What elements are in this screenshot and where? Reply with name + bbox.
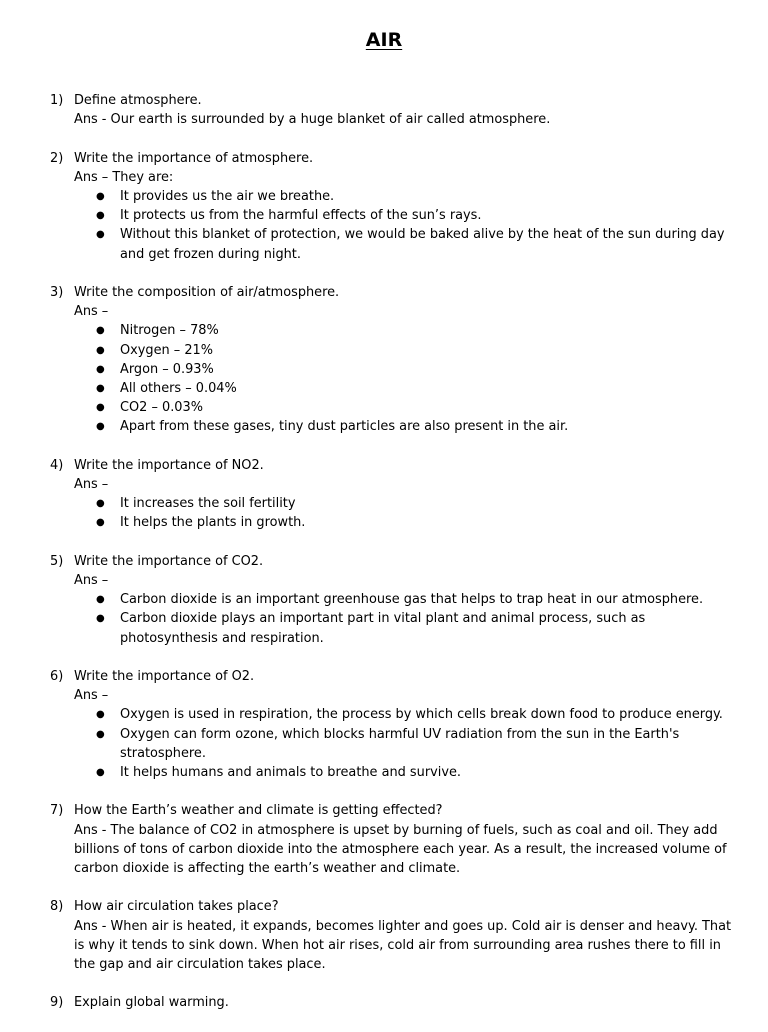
answer-bullet-list	[0, 321, 768, 436]
bullet-item	[96, 360, 740, 379]
question-item	[0, 91, 768, 129]
bullet-text: Carbon dioxide plays an important part in vital plant and animal process, such as photosynthesis and respiration.	[120, 611, 646, 646]
bullet-text: All others – 0.04%	[120, 381, 237, 397]
answer-bullet-list	[0, 590, 768, 648]
question-item	[0, 897, 768, 974]
answer-text: Ans - When air is heated, it expands, becomes lighter and goes up. Cold air is denser and heavy. That is why it tends to sink down. When hot air rises, cold air from surrounding area rushes there to fill in the gap and air circulation takes place.	[74, 918, 732, 973]
bullet-text: Oxygen is used in respiration, the process by which cells break down food to produce energy.	[120, 707, 723, 723]
bullet-icon: ●	[96, 344, 105, 356]
question-text: Define atmosphere.	[74, 93, 202, 108]
bullet-item	[96, 513, 740, 532]
question-number: 9)	[50, 995, 64, 1011]
bullet-text: It protects us from the harmful effects of the sun’s rays.	[120, 208, 482, 224]
question-item	[0, 552, 768, 648]
question-text: Explain global warming.	[74, 995, 229, 1011]
bullet-item	[96, 763, 740, 782]
bullet-icon: ●	[96, 363, 105, 375]
question-item	[0, 149, 768, 264]
question-number: 2)	[50, 150, 64, 166]
question-item	[0, 801, 768, 878]
question-text: Write the importance of CO2.	[74, 553, 264, 569]
bullet-item	[96, 225, 740, 263]
question-item	[0, 667, 768, 782]
bullet-text: It helps the plants in growth.	[120, 515, 306, 531]
bullet-text: Without this blanket of protection, we would be baked alive by the heat of the sun during day and get frozen during night.	[120, 227, 725, 262]
bullet-icon: ●	[96, 191, 105, 202]
bullet-item	[96, 341, 740, 360]
bullet-text: It increases the soil fertility	[120, 496, 296, 512]
question-number: 3)	[50, 285, 64, 300]
answer-text: Ans –	[74, 304, 109, 320]
answer-text: Ans –	[74, 688, 109, 704]
bullet-text: Oxygen – 21%	[120, 342, 213, 358]
bullet-icon: ●	[96, 402, 105, 414]
bullet-text: CO2 – 0.03%	[120, 400, 203, 416]
bullet-item	[96, 379, 740, 398]
question-number: 1)	[50, 93, 64, 108]
question-text: How the Earth’s weather and climate is getting effected?	[74, 803, 443, 819]
bullet-icon: ●	[96, 210, 105, 222]
bullet-text: Nitrogen – 78%	[120, 323, 219, 339]
question-list	[0, 91, 768, 1032]
question-number: 6)	[50, 669, 64, 685]
question-item	[0, 456, 768, 533]
bullet-icon: ●	[96, 613, 105, 625]
bullet-item	[96, 417, 740, 436]
question-number: 4)	[50, 457, 64, 473]
bullet-text: It provides us the air we breathe.	[120, 189, 335, 204]
answer-bullet-list	[0, 705, 768, 782]
bullet-text: Oxygen can form ozone, which blocks harmful UV radiation from the sun in the Earth's stratosphere.	[120, 726, 680, 761]
answer-text: Ans - The balance of CO2 in atmosphere is upset by burning of fuels, such as coal and oil. They add billions of tons of carbon dioxide into the atmosphere each year. As a result, the increased volume of carbon dioxide is affecting the earth’s weather and climate.	[74, 822, 727, 877]
page-title: AIR	[365, 29, 403, 51]
answer-text: Ans –	[74, 477, 109, 493]
bullet-item	[96, 187, 740, 206]
question-text: Write the composition of air/atmosphere.	[74, 285, 340, 300]
bullet-item	[96, 206, 740, 225]
bullet-icon: ●	[96, 709, 105, 721]
question-number: 8)	[50, 899, 64, 915]
question-text: Write the importance of NO2.	[74, 457, 264, 473]
bullet-item	[96, 725, 740, 763]
bullet-icon: ●	[96, 767, 105, 779]
question-text: Write the importance of atmosphere.	[74, 150, 314, 166]
bullet-text: Carbon dioxide is an important greenhouse gas that helps to trap heat in our atmosphere.	[120, 592, 704, 608]
bullet-item	[96, 609, 740, 647]
bullet-icon: ●	[96, 229, 105, 241]
answer-text: Ans - Our earth is surrounded by a huge blanket of air called atmosphere.	[74, 112, 551, 128]
question-number: 7)	[50, 803, 64, 819]
answer-bullet-list	[0, 494, 768, 532]
bullet-item	[96, 494, 740, 513]
bullet-item	[96, 321, 740, 340]
bullet-icon: ●	[96, 728, 105, 740]
bullet-icon: ●	[96, 517, 105, 529]
bullet-text: Apart from these gases, tiny dust particles are also present in the air.	[120, 419, 569, 435]
bullet-item	[96, 705, 740, 724]
bullet-item	[96, 590, 740, 609]
bullet-icon: ●	[96, 325, 105, 337]
question-text: How air circulation takes place?	[74, 899, 279, 915]
bullet-icon: ●	[96, 594, 105, 606]
answer-bullet-list	[0, 187, 768, 264]
answer-text: Ans –	[74, 573, 109, 589]
bullet-icon: ●	[96, 383, 105, 395]
question-number: 5)	[50, 553, 64, 569]
bullet-text: Argon – 0.93%	[120, 361, 214, 377]
question-item	[0, 283, 768, 437]
bullet-icon: ●	[96, 498, 105, 510]
bullet-text: It helps humans and animals to breathe and survive.	[120, 765, 461, 781]
bullet-icon: ●	[96, 421, 105, 433]
bullet-item	[96, 398, 740, 417]
question-text: Write the importance of O2.	[74, 669, 255, 685]
answer-text: Ans – They are:	[74, 169, 174, 185]
question-item	[0, 993, 768, 1012]
